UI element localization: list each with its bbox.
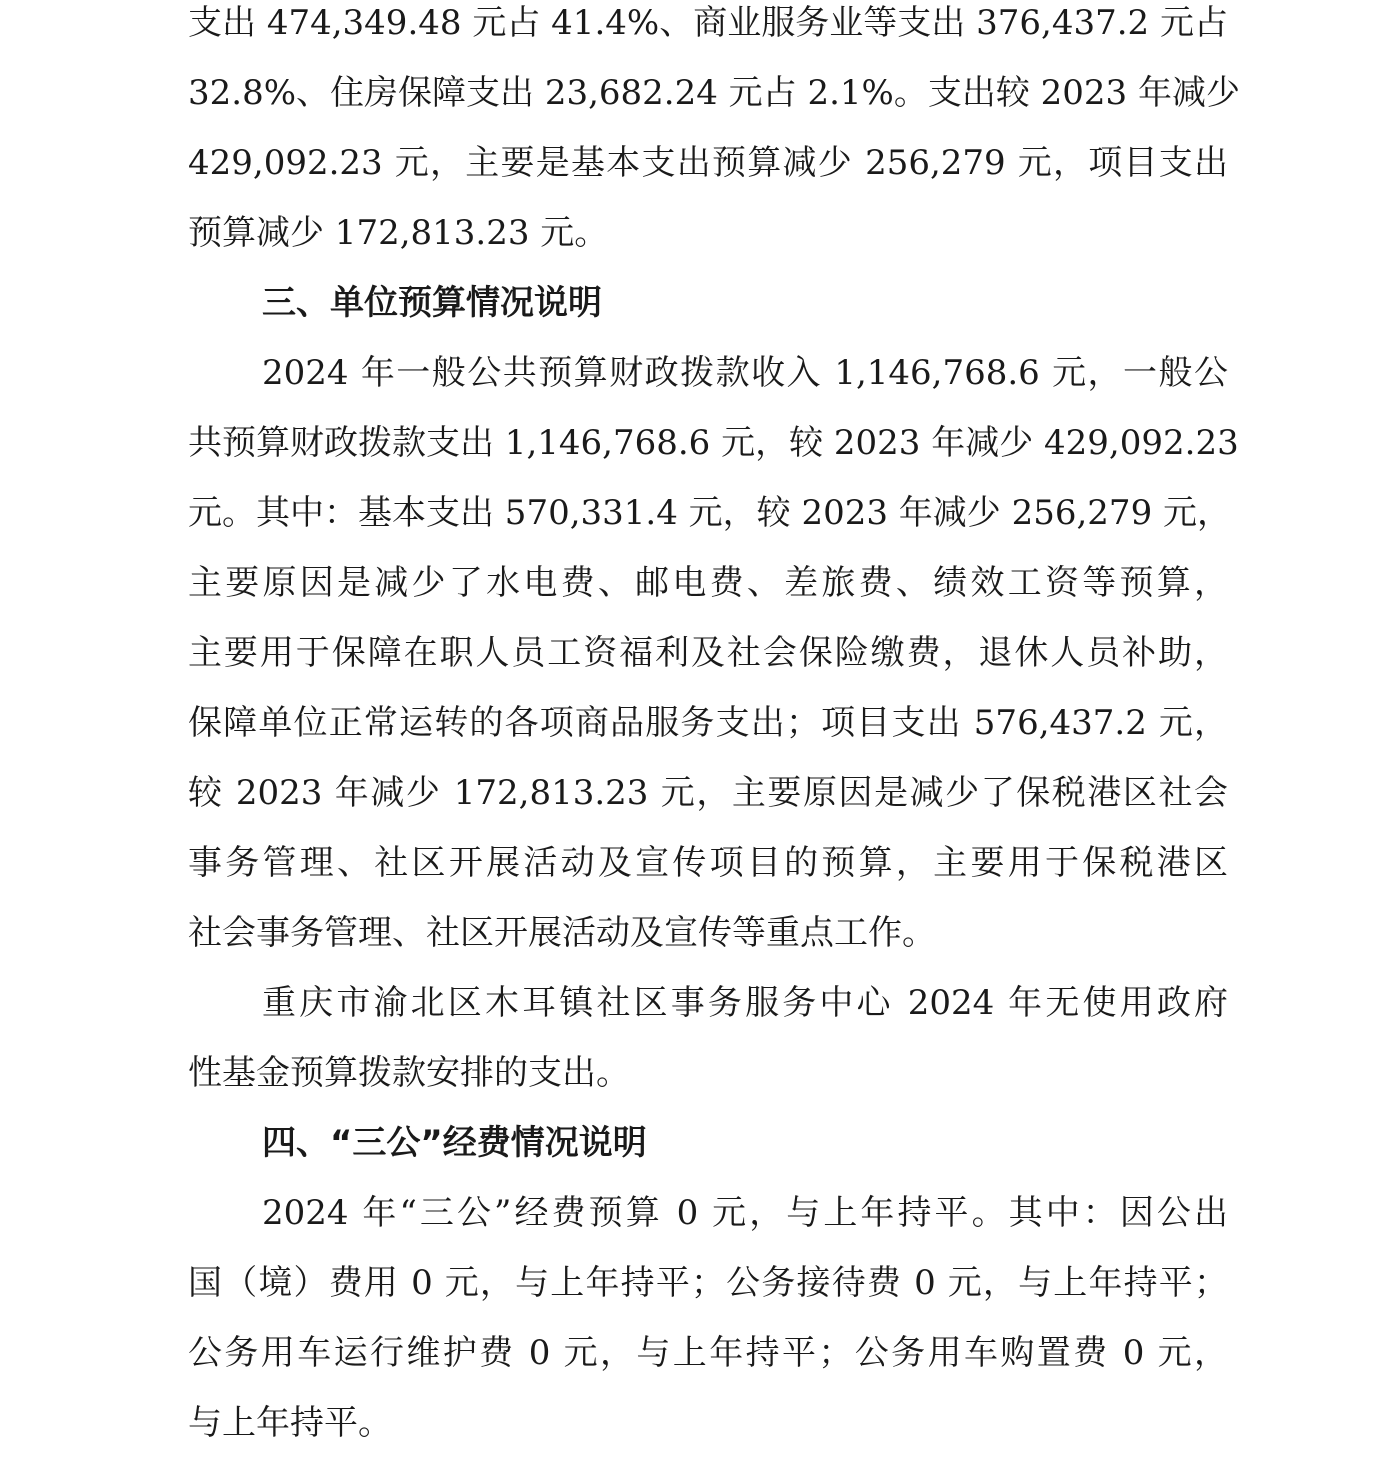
paragraph-line: 国（境）费用 0 元，与上年持平；公务接待费 0 元，与上年持平； xyxy=(188,1263,1228,1303)
section-heading-three-public-expenses: 四、“三公”经费情况说明 xyxy=(262,1123,647,1163)
paragraph-line: 32.8%、住房保障支出 23,682.24 元占 2.1%。支出较 2023 年减少 xyxy=(188,73,1240,113)
paragraph-line: 429,092.23 元，主要是基本支出预算减少 256,279 元，项目支出 xyxy=(188,143,1228,183)
paragraph-line: 元。其中：基本支出 570,331.4 元，较 2023 年减少 256,279 元， xyxy=(188,493,1232,533)
paragraph-line: 保障单位正常运转的各项商品服务支出；项目支出 576,437.2 元， xyxy=(188,703,1228,743)
paragraph-government-fund xyxy=(188,968,1228,1108)
paragraph-line: 事务管理、社区开展活动及宣传项目的预算，主要用于保税港区 xyxy=(188,843,1228,883)
section-heading-unit-budget: 三、单位预算情况说明 xyxy=(262,283,602,323)
paragraph-line: 重庆市渝北区木耳镇社区事务服务中心 2024 年无使用政府 xyxy=(262,983,1228,1023)
paragraph-line: 支出 474,349.48 元占 41.4%、商业服务业等支出 376,437.2 元占 xyxy=(188,3,1228,43)
paragraph-expenditure-summary xyxy=(188,0,1240,268)
paragraph-three-public-expenses xyxy=(188,1178,1228,1458)
document-page xyxy=(188,0,1240,1458)
paragraph-line: 社会事务管理、社区开展活动及宣传等重点工作。 xyxy=(188,913,936,953)
paragraph-line: 公务用车运行维护费 0 元，与上年持平；公务用车购置费 0 元， xyxy=(188,1333,1228,1373)
paragraph-line: 主要用于保障在职人员工资福利及社会保险缴费，退休人员补助， xyxy=(188,633,1228,673)
paragraph-line: 共预算财政拨款支出 1,146,768.6 元，较 2023 年减少 429,092.23 xyxy=(188,423,1239,463)
paragraph-line: 主要原因是减少了水电费、邮电费、差旅费、绩效工资等预算， xyxy=(188,563,1228,603)
paragraph-line: 较 2023 年减少 172,813.23 元，主要原因是减少了保税港区社会 xyxy=(188,773,1228,813)
paragraph-line: 与上年持平。 xyxy=(188,1403,392,1443)
paragraph-line: 预算减少 172,813.23 元。 xyxy=(188,213,609,253)
paragraph-line: 2024 年一般公共预算财政拨款收入 1,146,768.6 元，一般公 xyxy=(262,353,1228,393)
paragraph-line: 2024 年“三公”经费预算 0 元，与上年持平。其中：因公出 xyxy=(262,1193,1228,1233)
paragraph-general-budget xyxy=(188,338,1239,968)
paragraph-line: 性基金预算拨款安排的支出。 xyxy=(188,1053,630,1093)
